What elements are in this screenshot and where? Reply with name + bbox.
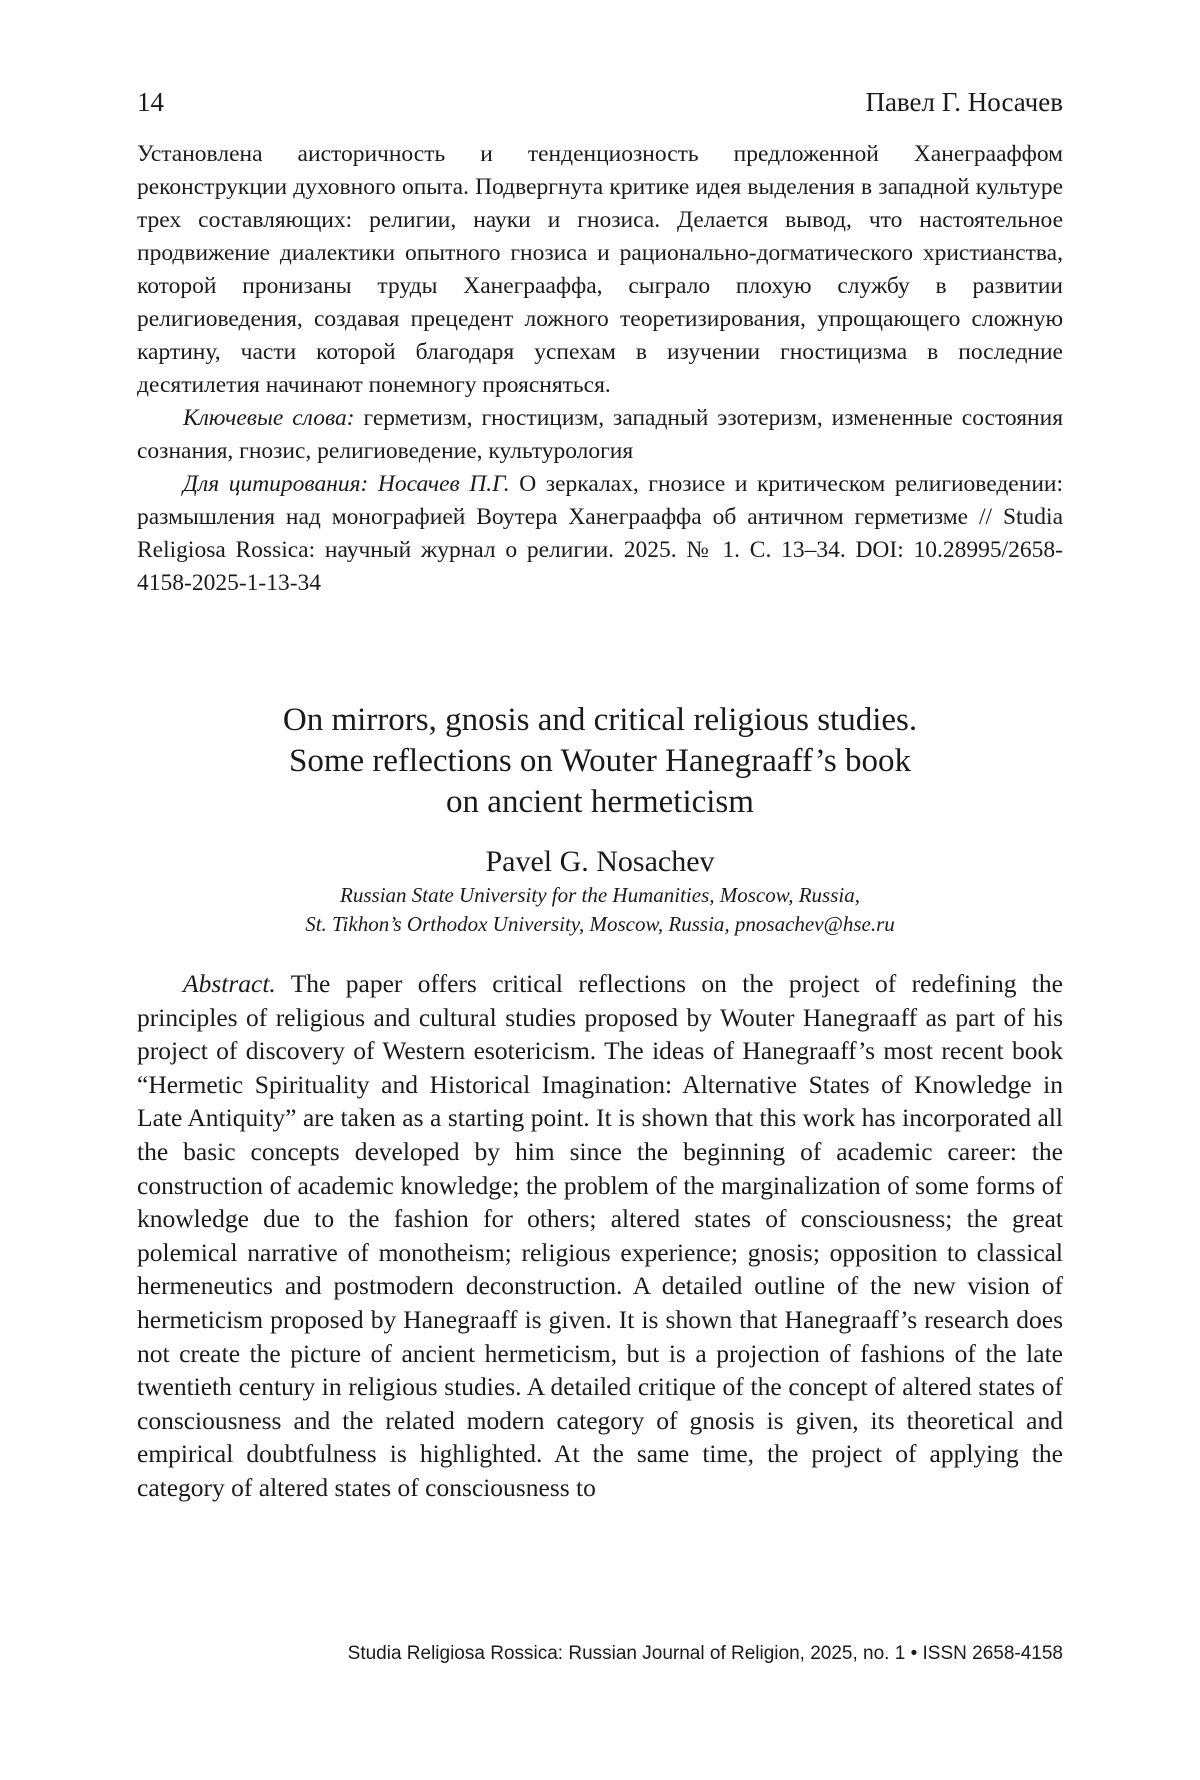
page-body: [137, 84, 1063, 1530]
abstract-text: The paper offers critical reflections on the project of redefining the principles of religious and cultural studies proposed by Wouter Hanegraaff as part of his project of discovery of Western esotericism. The ideas of Hanegraaff’s most recent book “Hermetic Spirituality and Historical Imagination: Alternative States of Knowledge in Late Antiquity” are taken as a starting point. It is shown that this work has incorporated all the basic concepts developed by him since the beginning of academic career: the construction of academic knowledge; the problem of the marginalization of some forms of knowledge due to the fashion for others; altered states of consciousness; the great polemical narrative of monotheism; religious experience; gnosis; opposition to classical hermeneutics and postmodern deconstruction. A detailed outline of the new vision of hermeticism proposed by Hanegraaff is given. It is shown that Hanegraaff’s research does not create the picture of ancient hermeticism, but is a projection of fashions of the late twentieth century in religious studies. A detailed critique of the concept of altered states of consciousness and the related modern category of gnosis is given, its theoretical and empirical doubtfulness is highlighted. At the same time, the project of applying the category of altered states of consciousness to: [137, 969, 1063, 1502]
english-affiliation: [137, 881, 1063, 939]
russian-keywords: [137, 402, 1063, 468]
running-head-author: Павел Г. Носачев: [865, 87, 1063, 117]
citation-text: О зеркалах, гнозисе и критическом религиоведении: размышления над монографией Воутера Ханеграаффа об античном герметизме // Studia Religiosa Rossica: научный журнал о религии. 2025. № 1. С. 13–34. DOI: 10.28995/2658-4158-2025-1-13-34: [137, 471, 1063, 596]
page-number: 14: [137, 87, 164, 117]
english-abstract: [137, 967, 1063, 1505]
russian-citation: [137, 468, 1063, 600]
english-title: [137, 700, 1063, 823]
keywords-text: герметизм, гностицизм, западный эзотеризм, измененные состояния сознания, гнозис, религиоведение, культурология: [137, 405, 1063, 464]
journal-footer: Studia Religiosa Rossica: Russian Journal of Religion, 2025, no. 1 • ISSN 2658-4158: [347, 1643, 1063, 1664]
english-author: Pavel G. Nosachev: [485, 845, 715, 878]
affiliation-line: St. Tikhon’s Orthodox University, Moscow, Russia, pnosachev@hse.ru: [305, 912, 895, 936]
affiliation-line: Russian State University for the Humanities, Moscow, Russia,: [340, 883, 860, 907]
russian-abstract-continuation: Установлена аисторичность и тенденциозность предложенной Ханеграаффом реконструкции духовного опыта. Подвергнута критике идея выделения в западной культуре трех составляющих: религии, науки и гнозиса. Делается вывод, что настоятельное продвижение диалектики опытного гнозиса и рационально-догматического христианства, которой пронизаны труды Ханеграаффа, сыграло плохую службу в развитии религиоведения, создавая прецедент ложного теоретизирования, упрощающего сложную картину, части которой благодаря успехам в изучении гностицизма в последние десятилетия начинают понемногу проясняться.: [137, 141, 1063, 398]
abstract-label: Abstract.: [183, 969, 276, 998]
citation-label: Для цитирования: Носачев П.Г.: [183, 471, 510, 497]
english-title-line: On mirrors, gnosis and critical religious studies.: [282, 702, 918, 738]
english-title-line: on ancient hermeticism: [446, 784, 754, 820]
english-title-line: Some reflections on Wouter Hanegraaff’s book: [288, 743, 912, 779]
running-head: [137, 84, 1063, 120]
keywords-label: Ключевые слова:: [183, 405, 355, 431]
